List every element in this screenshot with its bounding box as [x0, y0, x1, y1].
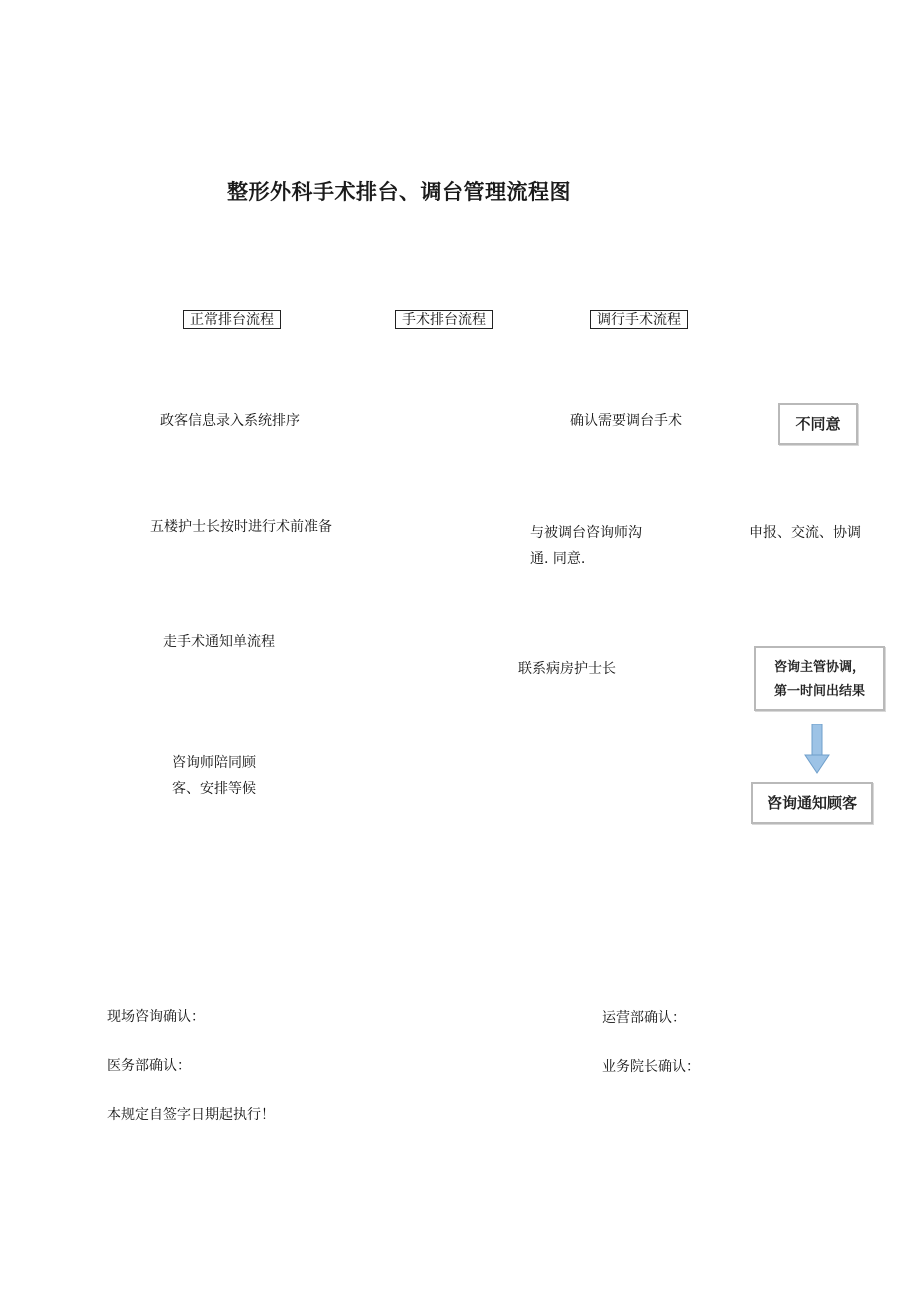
left-step-notice: 走手术通知单流程 — [163, 634, 275, 650]
left-step-accompany — [172, 750, 282, 802]
left-step-entry: 政客信息录入系统排序 — [160, 413, 300, 429]
footer-onsite-consult: 现场咨询确认： — [107, 1009, 205, 1025]
notify-customer-box: 咨询通知顾客 — [751, 782, 873, 824]
supervisor-box-line1: 咨询主管协调， — [773, 660, 865, 675]
left-step-accompany-line2: 客、安排等候 — [172, 781, 256, 797]
left-step-preparation: 五楼护士长按时进行术前准备 — [150, 519, 332, 535]
supervisor-box — [754, 646, 885, 711]
middle-step-communicate-line2: 通. 同意. — [530, 551, 586, 567]
middle-step-confirm: 确认需要调台手术 — [570, 413, 682, 429]
left-step-accompany-line1: 咨询师陪同顾 — [172, 755, 256, 771]
header-adjust-surgery: 调行手术流程 — [590, 310, 688, 329]
middle-step-contact-nurse: 联系病房护士长 — [518, 661, 616, 677]
header-normal-scheduling: 正常排台流程 — [183, 310, 281, 329]
page-title: 整形外科手术排台、调台管理流程图 — [227, 180, 571, 204]
footer-effective-note: 本规定自签字日期起执行！ — [107, 1107, 275, 1123]
footer-vp-business: 业务院长确认： — [602, 1059, 700, 1075]
supervisor-box-line2: 第一时间出结果 — [773, 684, 865, 699]
middle-step-communicate — [530, 520, 670, 572]
footer-operations: 运营部确认： — [602, 1010, 686, 1026]
down-arrow-icon — [804, 724, 830, 774]
middle-step-communicate-line1: 与被调台咨询师沟 — [530, 525, 642, 541]
header-surgery-scheduling: 手术排台流程 — [395, 310, 493, 329]
footer-medical: 医务部确认： — [107, 1058, 191, 1074]
right-step-report: 申报、交流、协调 — [749, 525, 861, 541]
disagree-box: 不同意 — [778, 403, 858, 445]
